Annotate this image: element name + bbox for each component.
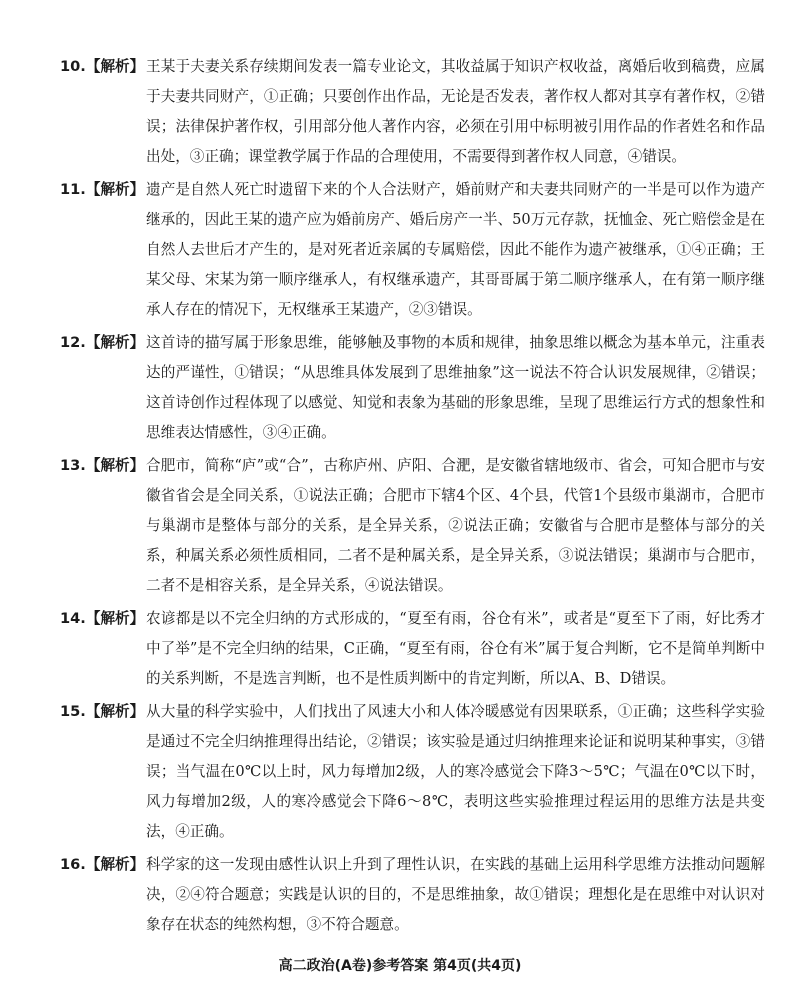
- analysis-item: [60, 850, 765, 940]
- page-footer: 高二政治(A卷)参考答案 第4页(共4页): [278, 958, 522, 974]
- question-number: 14.: [60, 610, 86, 627]
- analysis-tag: 【解析】: [85, 457, 145, 474]
- analysis-heading: [60, 328, 146, 358]
- analysis-text: 农谚都是以不完全归纳的方式形成的，“夏至有雨，谷仓有米”，或者是“夏至下了雨，好比秀才中了举”是不完全归纳的结果，C正确，“夏至有雨，谷仓有米”属于复合判断，它不是简单判断中的关系判断，不是选言判断，也不是性质判断中的肯定判断，所以A、B、D错误。: [146, 610, 765, 687]
- analysis-item: [60, 175, 765, 325]
- analysis-heading: [60, 604, 146, 634]
- analysis-heading: [60, 52, 146, 82]
- question-number: 16.: [60, 856, 86, 873]
- analysis-tag: 【解析】: [85, 610, 145, 627]
- analysis-heading: [60, 451, 146, 481]
- analysis-text: 从大量的科学实验中，人们找出了风速大小和人体冷暖感觉有因果联系，①正确；这些科学实验是通过不完全归纳推理得出结论，②错误；该实验是通过归纳推理来论证和说明某种事实，③错误；当气温在0℃以上时，风力每增加2级，人的寒冷感觉会下降3～5℃；气温在0℃以下时，风力每增加2级，人的寒冷感觉会下降6～8℃，表明这些实验推理过程运用的思维方法是共变法，④正确。: [146, 703, 765, 840]
- question-number: 11.: [60, 181, 86, 198]
- analysis-text: 遗产是自然人死亡时遗留下来的个人合法财产，婚前财产和夫妻共同财产的一半是可以作为遗产继承的，因此王某的遗产应为婚前房产、婚后房产一半、50万元存款，抚恤金、死亡赔偿金是在自然人去世后才产生的，是对死者近亲属的专属赔偿，因此不能作为遗产被继承，①④正确；王某父母、宋某为第一顺序继承人，有权继承遗产，其哥哥属于第二顺序继承人，在有第一顺序继承人存在的情况下，无权继承王某遗产，②③错误。: [146, 181, 765, 318]
- analysis-text: 王某于夫妻关系存续期间发表一篇专业论文，其收益属于知识产权收益，离婚后收到稿费，应属于夫妻共同财产，①正确；只要创作出作品，无论是否发表，著作权人都对其享有著作权，②错误；法律保护著作权，引用部分他人著作内容，必须在引用中标明被引用作品的作者姓名和作品出处，③正确；课堂教学属于作品的合理使用，不需要得到著作权人同意，④错误。: [146, 58, 765, 165]
- analysis-text: 科学家的这一发现由感性认识上升到了理性认识，在实践的基础上运用科学思维方法推动问题解决，②④符合题意；实践是认识的目的，不是思维抽象，故①错误；理想化是在思维中对认识对象存在状态的纯然构想，③不符合题意。: [146, 856, 765, 933]
- analysis-heading: [60, 850, 146, 880]
- question-number: 13.: [60, 457, 86, 474]
- analysis-item: [60, 52, 765, 172]
- question-number: 10.: [60, 58, 86, 75]
- analysis-tag: 【解析】: [85, 856, 145, 873]
- analysis-item: [60, 328, 765, 448]
- analysis-list: [60, 52, 765, 940]
- analysis-tag: 【解析】: [85, 334, 145, 351]
- analysis-heading: [60, 175, 146, 205]
- analysis-tag: 【解析】: [85, 181, 145, 198]
- analysis-heading: [60, 697, 146, 727]
- analysis-item: [60, 697, 765, 847]
- question-number: 12.: [60, 334, 86, 351]
- analysis-item: [60, 604, 765, 694]
- analysis-text: 合肥市，简称“庐”或“合”，古称庐州、庐阳、合淝，是安徽省辖地级市、省会，可知合肥市与安徽省省会是全同关系，①说法正确；合肥市下辖4个区、4个县，代管1个县级市巢湖市，合肥市与巢湖市是整体与部分的关系，是全异关系，②说法正确；安徽省与合肥市是整体与部分的关系，种属关系必须性质相同，二者不是种属关系，是全异关系，③说法错误；巢湖市与合肥市，二者不是相容关系，是全异关系，④说法错误。: [146, 457, 765, 594]
- analysis-text: 这首诗的描写属于形象思维，能够触及事物的本质和规律，抽象思维以概念为基本单元，注重表达的严谨性，①错误；“从思维具体发展到了思维抽象”这一说法不符合认识发展规律，②错误；这首诗创作过程体现了以感觉、知觉和表象为基础的形象思维，呈现了思维运行方式的想象性和思维表达情感性，③④正确。: [146, 334, 765, 441]
- analysis-tag: 【解析】: [85, 58, 145, 75]
- analysis-item: [60, 451, 765, 601]
- question-number: 15.: [60, 703, 86, 720]
- analysis-tag: 【解析】: [85, 703, 145, 720]
